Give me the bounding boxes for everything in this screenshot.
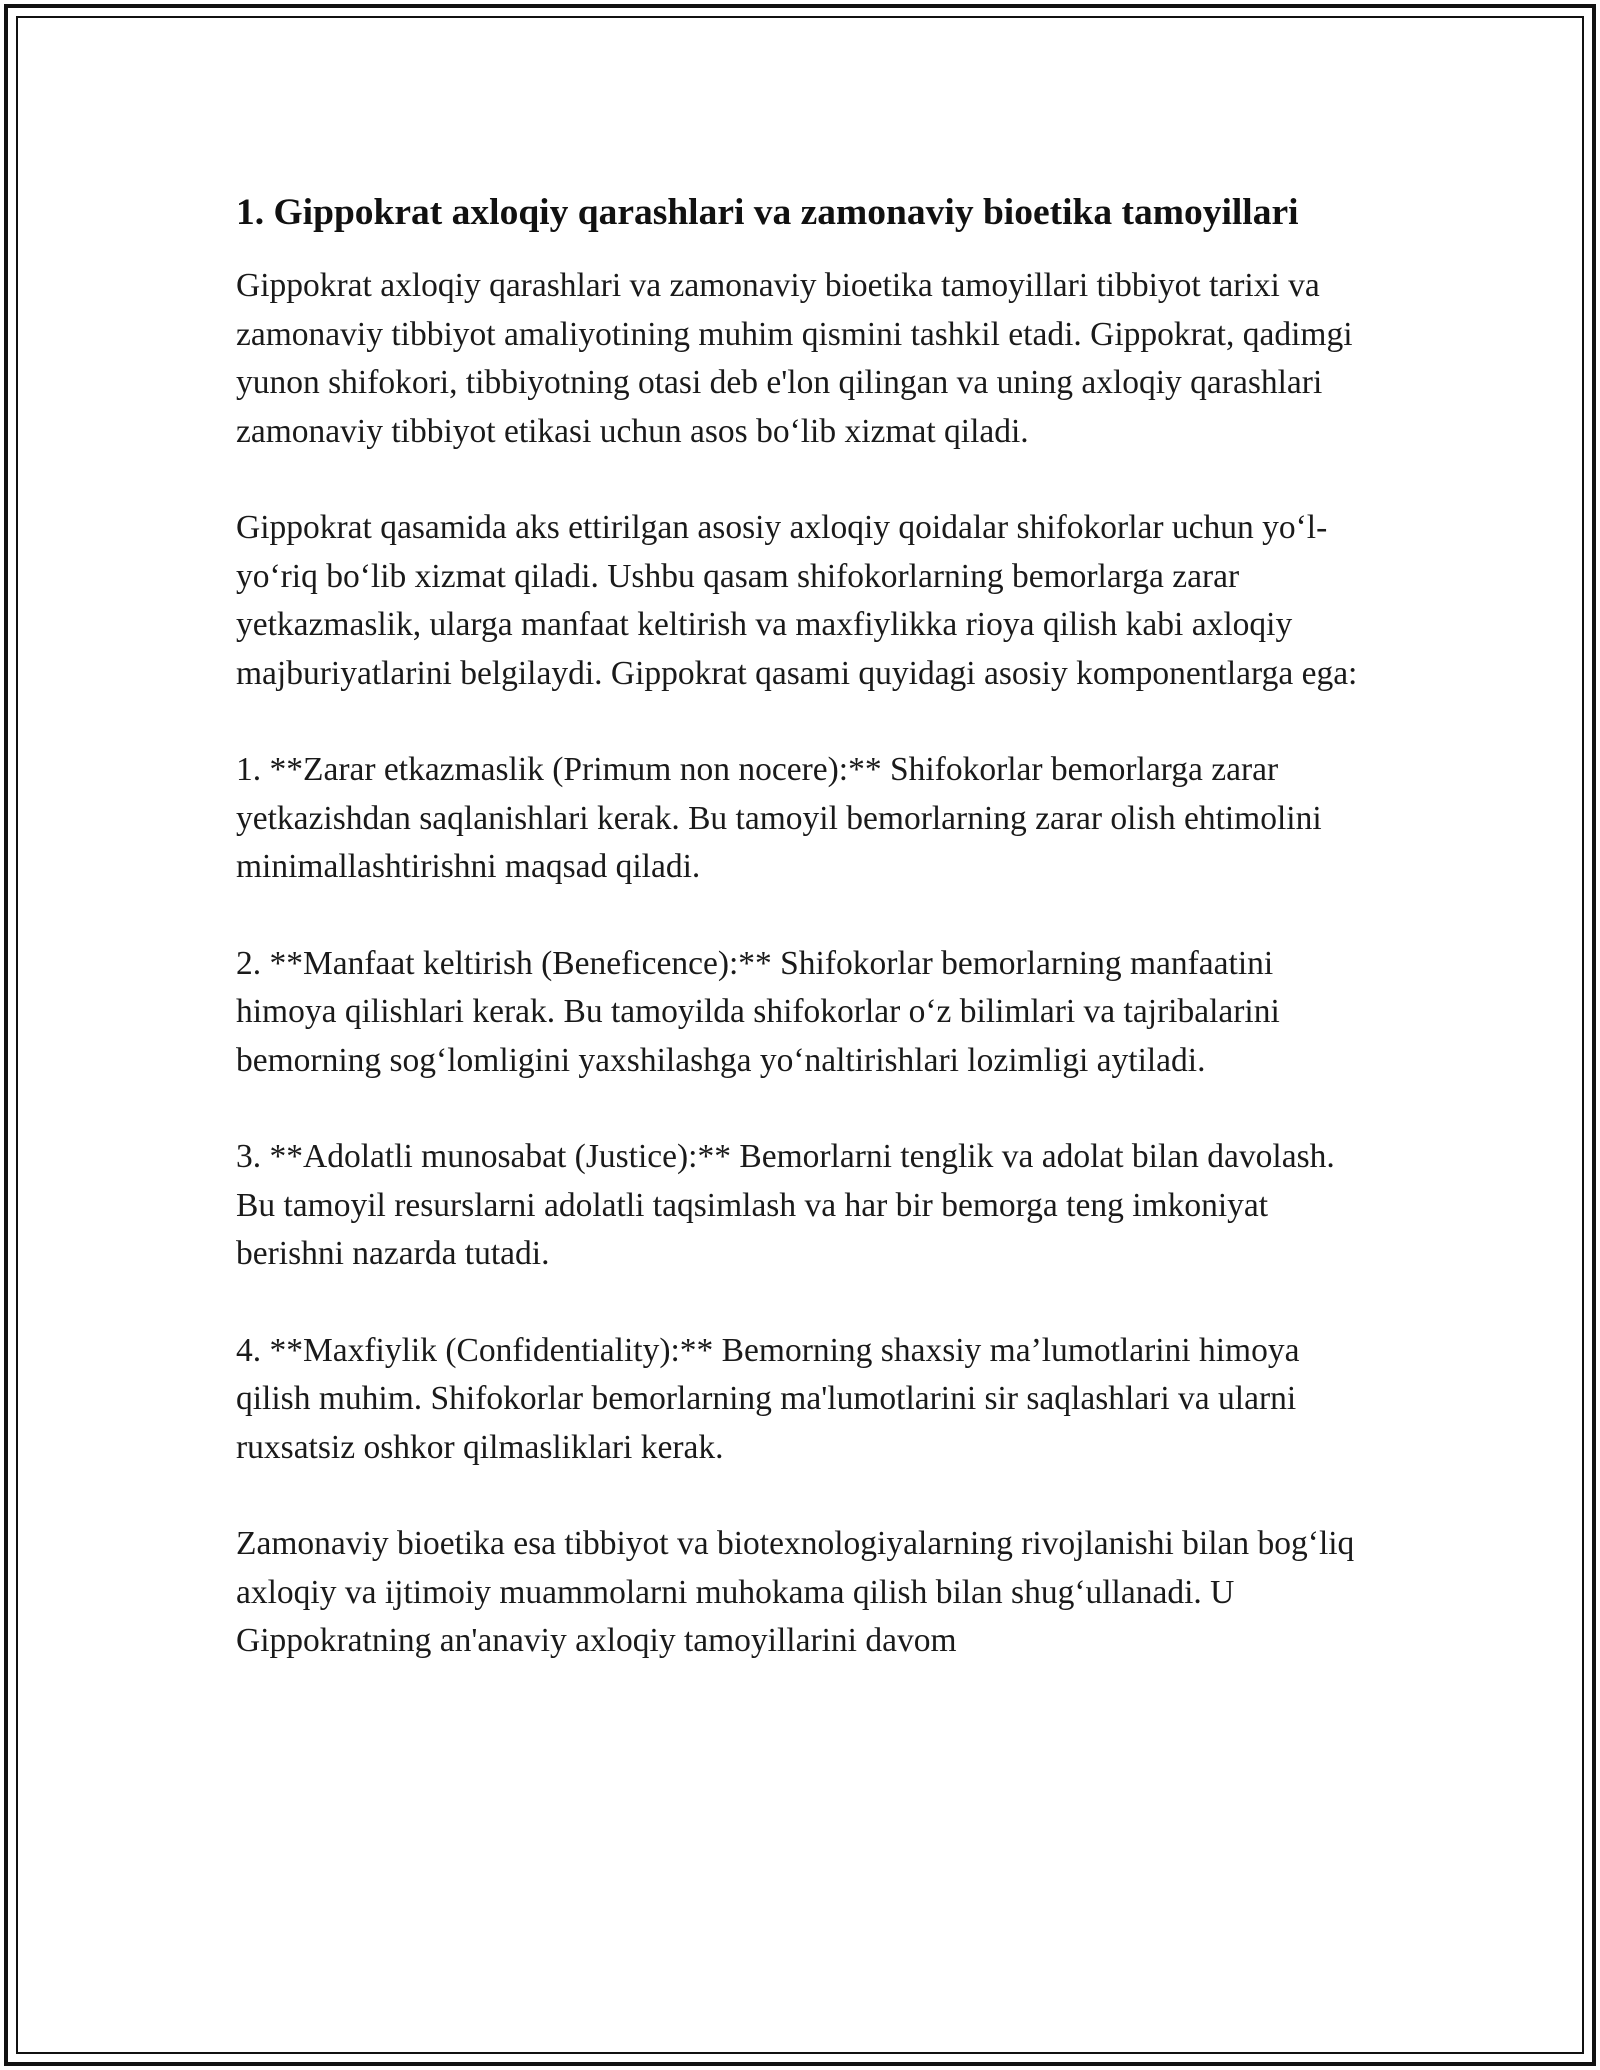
paragraph-oath: Gippokrat qasamida aks ettirilgan asosiy axloqiy qoidalar shifokorlar uchun yo‘l-yo‘riq bo‘lib xizmat qiladi. Ushbu qasam shifokorlarning bemorlarga zarar yetkazmaslik, ularga manfaat keltirish va maxfiylikka rioya qilish kabi axloqiy majburiyatlarini belgilaydi. Gippokrat qasami quyidagi asosiy komponentlarga ega: [236,509,1358,692]
list-item-beneficence: 2. **Manfaat keltirish (Beneficence):** Shifokorlar bemorlarning manfaatini himoya qilishlari kerak. Bu tamoyilda shifokorlar o‘z bilimlari va tajribalarini bemorning sog‘lomligini yaxshilashga yo‘naltirishlari lozimligi aytiladi. [236,944,1280,1079]
document-body [236,185,1376,1666]
paragraph-modern-bioethics: Zamonaviy bioetika esa tibbiyot va biotexnologiyalarning rivojlanishi bilan bog‘liq axloqiy va ijtimoiy muammolarni muhokama qilish bilan shug‘ullanadi. U Gippokratning an'anaviy axloqiy tamoyillarini davom [236,1525,1355,1659]
paragraph-intro: Gippokrat axloqiy qarashlari va zamonaviy bioetika tamoyillari tibbiyot tarixi va zamonaviy tibbiyot amaliyotining muhim qismini tashkil etadi. Gippokrat, qadimgi yunon shifokori, tibbiyotning otasi deb e'lon qilingan va uning axloqiy qarashlari zamonaviy tibbiyot etikasi uchun asos bo‘lib xizmat qiladi. [236,267,1353,450]
section-heading: 1. Gippokrat axloqiy qarashlari va zamonaviy bioetika tamoyillari [236,192,1299,233]
list-item-non-maleficence: 1. **Zarar etkazmaslik (Primum non nocere):** Shifokorlar bemorlarga zarar yetkazishdan saqlanishlari kerak. Bu tamoyil bemorlarning zarar olish ehtimolini minimallashtirishni maqsad qiladi. [236,751,1322,885]
list-item-justice: 3. **Adolatli munosabat (Justice):** Bemorlarni tenglik va adolat bilan davolash. Bu tamoyil resurslarni adolatli taqsimlash va har bir bemorga teng imkoniyat berishni nazarda tutadi. [236,1138,1335,1272]
list-item-confidentiality: 4. **Maxfiylik (Confidentiality):** Bemorning shaxsiy ma’lumotlarini himoya qilish muhim. Shifokorlar bemorlarning ma'lumotlarini sir saqlashlari va ularni ruxsatsiz oshkor qilmasliklari kerak. [236,1331,1300,1466]
